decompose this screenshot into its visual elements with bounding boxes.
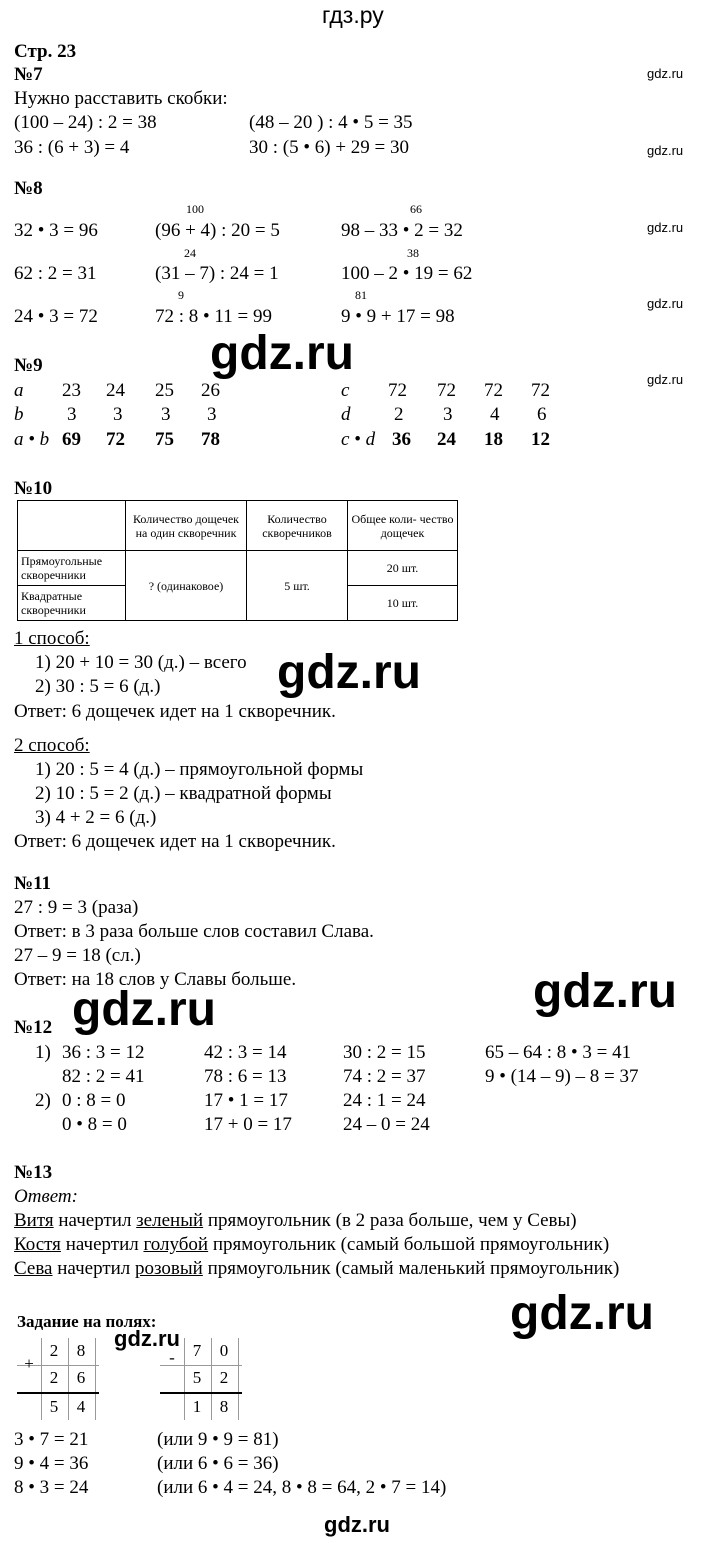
ex9-d-value: 6 xyxy=(537,404,547,425)
digit: 4 xyxy=(76,1397,86,1416)
margin-note: (или 6 • 4 = 24, 8 • 8 = 64, 2 • 7 = 14) xyxy=(157,1477,447,1498)
ex8-line: 32 • 3 = 96 xyxy=(14,220,98,241)
margin-note: (или 9 • 9 = 81) xyxy=(157,1429,279,1450)
ex9-ab-value: 69 xyxy=(62,429,81,450)
ex9-c-value: 72 xyxy=(531,380,550,401)
boxes-table xyxy=(17,500,458,621)
way2-answer: Ответ: 6 дощечек идет на 1 скворечник. xyxy=(14,831,336,852)
ex8-note: 100 xyxy=(186,202,204,216)
way1-step: 2) 30 : 5 = 6 (д.) xyxy=(35,676,161,697)
big-watermark: gdz.ru xyxy=(510,1287,654,1340)
ex11-line: 27 – 9 = 18 (сл.) xyxy=(14,945,141,966)
ex9-ab-label: a • b xyxy=(14,429,50,450)
ex12-cell: 36 : 3 = 12 xyxy=(62,1042,145,1063)
margin-watermark: gdz.ru xyxy=(647,66,684,81)
ex11-number: №11 xyxy=(14,873,52,894)
ex9-b-label: b xyxy=(14,404,24,425)
way1-answer: Ответ: 6 дощечек идет на 1 скворечник. xyxy=(14,701,336,722)
ex7-line: (100 – 24) : 2 = 38 xyxy=(14,112,157,133)
digit: 8 xyxy=(76,1341,86,1360)
margin-watermark: gdz.ru xyxy=(647,220,684,235)
digit: 7 xyxy=(192,1341,202,1360)
ex12-cell: 0 : 8 = 0 xyxy=(62,1090,126,1111)
ex13-verb: начертил xyxy=(57,1258,131,1279)
ex8-line: 100 – 2 • 19 = 62 xyxy=(341,263,473,284)
ex9-cd-value: 18 xyxy=(484,429,503,450)
table-header: Количество скворечников xyxy=(262,511,332,540)
margin-eq: 3 • 7 = 21 xyxy=(14,1429,89,1450)
addition-grid xyxy=(17,1338,99,1420)
minus-sign: - xyxy=(169,1348,175,1367)
ex9-a-label: a xyxy=(14,380,24,401)
ex9-ab-value: 72 xyxy=(106,429,125,450)
ex9-a-value: 25 xyxy=(155,380,174,401)
ex12-cell: 17 + 0 = 17 xyxy=(204,1114,292,1135)
ex12-cell: 24 : 1 = 24 xyxy=(343,1090,426,1111)
ex13-answer-label: Ответ: xyxy=(14,1186,78,1207)
margin-watermark: gdz.ru xyxy=(647,143,684,158)
table-row-label: Прямоугольные скворечники xyxy=(21,554,103,582)
big-watermark: gdz.ru xyxy=(533,965,677,1018)
ex13-color: голубой xyxy=(143,1234,209,1255)
page-ref: Стр. 23 xyxy=(14,41,77,62)
ex9-ab-value: 78 xyxy=(201,429,220,450)
ex13-rest: прямоугольник (самый маленький прямоугольник) xyxy=(207,1258,620,1279)
subtraction-grid xyxy=(160,1338,242,1420)
ex8-note: 81 xyxy=(355,288,367,302)
ex9-a-value: 26 xyxy=(201,380,220,401)
table-cell: ? (одинаковое) xyxy=(148,578,224,593)
way1-step: 1) 20 + 10 = 30 (д.) – всего xyxy=(35,652,247,673)
plus-sign: + xyxy=(24,1354,34,1373)
ex11-line: 27 : 9 = 3 (раза) xyxy=(14,897,139,918)
ex12-cell: 30 : 2 = 15 xyxy=(343,1042,426,1063)
site-title: гдз.ру xyxy=(322,2,384,28)
digit: 0 xyxy=(219,1341,229,1360)
ex9-ab-value: 75 xyxy=(155,429,174,450)
ex9-cd-label: c • d xyxy=(341,429,376,450)
margin-watermark: gdz.ru xyxy=(647,296,684,311)
margin-note: (или 6 • 6 = 36) xyxy=(157,1453,279,1474)
digit: 2 xyxy=(49,1368,59,1387)
ex13-number: №13 xyxy=(14,1162,53,1183)
ex11-line: Ответ: в 3 раза больше слов составил Слава. xyxy=(14,921,374,942)
ex12-cell: 65 – 64 : 8 • 3 = 41 xyxy=(485,1042,632,1063)
margin-task-title: Задание на полях: xyxy=(17,1312,157,1331)
ex12-cell: 78 : 6 = 13 xyxy=(204,1066,287,1087)
table-header: Общее коли- чество дощечек xyxy=(351,511,454,540)
ex13-name: Костя xyxy=(14,1234,61,1255)
ex12-cell: 42 : 3 = 14 xyxy=(204,1042,287,1063)
ex9-b-value: 3 xyxy=(207,404,217,425)
ex11-line: Ответ: на 18 слов у Славы больше. xyxy=(14,969,297,990)
ex12-cell: 82 : 2 = 41 xyxy=(62,1066,145,1087)
digit: 1 xyxy=(192,1397,202,1416)
ex9-cd-value: 24 xyxy=(437,429,456,450)
ex8-note: 9 xyxy=(178,288,184,302)
digit: 5 xyxy=(49,1397,59,1416)
ex12-part: 1) xyxy=(35,1042,51,1063)
margin-eq: 9 • 4 = 36 xyxy=(14,1453,89,1474)
ex8-number: №8 xyxy=(14,178,43,199)
ex12-cell: 9 • (14 – 9) – 8 = 37 xyxy=(485,1066,639,1087)
ex9-a-value: 23 xyxy=(62,380,81,401)
digit: 2 xyxy=(219,1368,229,1387)
ex9-d-value: 2 xyxy=(394,404,404,425)
ex9-c-label: c xyxy=(341,380,350,401)
digit: 6 xyxy=(76,1368,86,1387)
way2-step: 3) 4 + 2 = 6 (д.) xyxy=(35,807,157,828)
ex8-note: 66 xyxy=(410,202,422,216)
ex8-line: 9 • 9 + 17 = 98 xyxy=(341,306,455,327)
ex9-b-value: 3 xyxy=(67,404,77,425)
ex12-cell: 17 • 1 = 17 xyxy=(204,1090,288,1111)
ex12-number: №12 xyxy=(14,1017,53,1038)
ex13-color: розовый xyxy=(135,1258,203,1279)
digit: 2 xyxy=(49,1341,59,1360)
ex9-c-value: 72 xyxy=(388,380,407,401)
ex9-a-value: 24 xyxy=(106,380,125,401)
ex13-rest: прямоугольник (самый большой прямоугольник) xyxy=(212,1234,610,1255)
ex9-d-label: d xyxy=(341,404,351,425)
way2-step: 1) 20 : 5 = 4 (д.) – прямоугольной формы xyxy=(35,759,364,780)
margin-watermark: gdz.ru xyxy=(647,372,684,387)
ex13-verb: начертил xyxy=(65,1234,139,1255)
ex7-number: №7 xyxy=(14,64,43,85)
ex9-c-value: 72 xyxy=(437,380,456,401)
ex8-line: 24 • 3 = 72 xyxy=(14,306,98,327)
ex8-note: 38 xyxy=(407,246,419,260)
ex9-cd-value: 12 xyxy=(531,429,550,450)
big-watermark: gdz.ru xyxy=(72,983,216,1036)
ex10-number: №10 xyxy=(14,478,53,499)
table-cell: 10 шт. xyxy=(386,596,419,610)
table-cell: 20 шт. xyxy=(386,561,419,575)
way2-step: 2) 10 : 5 = 2 (д.) – квадратной формы xyxy=(35,783,332,804)
table-header: Количество дощечек на один скворечник xyxy=(132,511,240,540)
ex8-line: 98 – 33 • 2 = 32 xyxy=(341,220,463,241)
ex9-cd-value: 36 xyxy=(392,429,411,450)
ex8-line: (31 – 7) : 24 = 1 xyxy=(155,263,279,284)
big-watermark: gdz.ru xyxy=(210,327,354,380)
ex9-number: №9 xyxy=(14,355,43,376)
ex8-note: 24 xyxy=(184,246,196,260)
way1-title: 1 способ: xyxy=(14,628,90,649)
table-cell: 5 шт. xyxy=(284,578,310,593)
way2-title: 2 способ: xyxy=(14,735,90,756)
ex7-line: 36 : (6 + 3) = 4 xyxy=(14,137,130,158)
table-row-label: Квадратные скворечники xyxy=(21,589,86,617)
ex8-line: 62 : 2 = 31 xyxy=(14,263,97,284)
ex8-line: (96 + 4) : 20 = 5 xyxy=(155,220,280,241)
ex12-cell: 24 – 0 = 24 xyxy=(343,1114,430,1135)
ex13-name: Сева xyxy=(14,1258,53,1279)
ex7-line: 30 : (5 • 6) + 29 = 30 xyxy=(249,137,410,158)
ex12-cell: 0 • 8 = 0 xyxy=(62,1114,127,1135)
digit: 8 xyxy=(219,1397,229,1416)
ex8-line: 72 : 8 • 11 = 99 xyxy=(155,306,272,327)
ex13-rest: прямоугольник (в 2 раза больше, чем у Севы) xyxy=(207,1210,577,1231)
ex13-row xyxy=(14,1258,619,1280)
ex13-name: Витя xyxy=(14,1210,54,1231)
ex9-d-value: 3 xyxy=(443,404,453,425)
footer-watermark: gdz.ru xyxy=(324,1512,390,1537)
ex13-row xyxy=(14,1210,577,1232)
ex12-cell: 74 : 2 = 37 xyxy=(343,1066,426,1087)
ex12-part: 2) xyxy=(35,1090,51,1111)
margin-eq: 8 • 3 = 24 xyxy=(14,1477,89,1498)
small-watermark: gdz.ru xyxy=(114,1326,180,1351)
ex9-b-value: 3 xyxy=(161,404,171,425)
ex7-line: (48 – 20 ) : 4 • 5 = 35 xyxy=(249,112,413,133)
ex13-verb: начертил xyxy=(58,1210,132,1231)
ex9-b-value: 3 xyxy=(113,404,123,425)
ex13-color: зеленый xyxy=(136,1210,204,1231)
ex13-row xyxy=(14,1234,609,1256)
ex9-c-value: 72 xyxy=(484,380,503,401)
ex7-intro: Нужно расставить скобки: xyxy=(14,88,228,109)
ex9-d-value: 4 xyxy=(490,404,500,425)
digit: 5 xyxy=(192,1368,202,1387)
big-watermark: gdz.ru xyxy=(277,646,421,699)
